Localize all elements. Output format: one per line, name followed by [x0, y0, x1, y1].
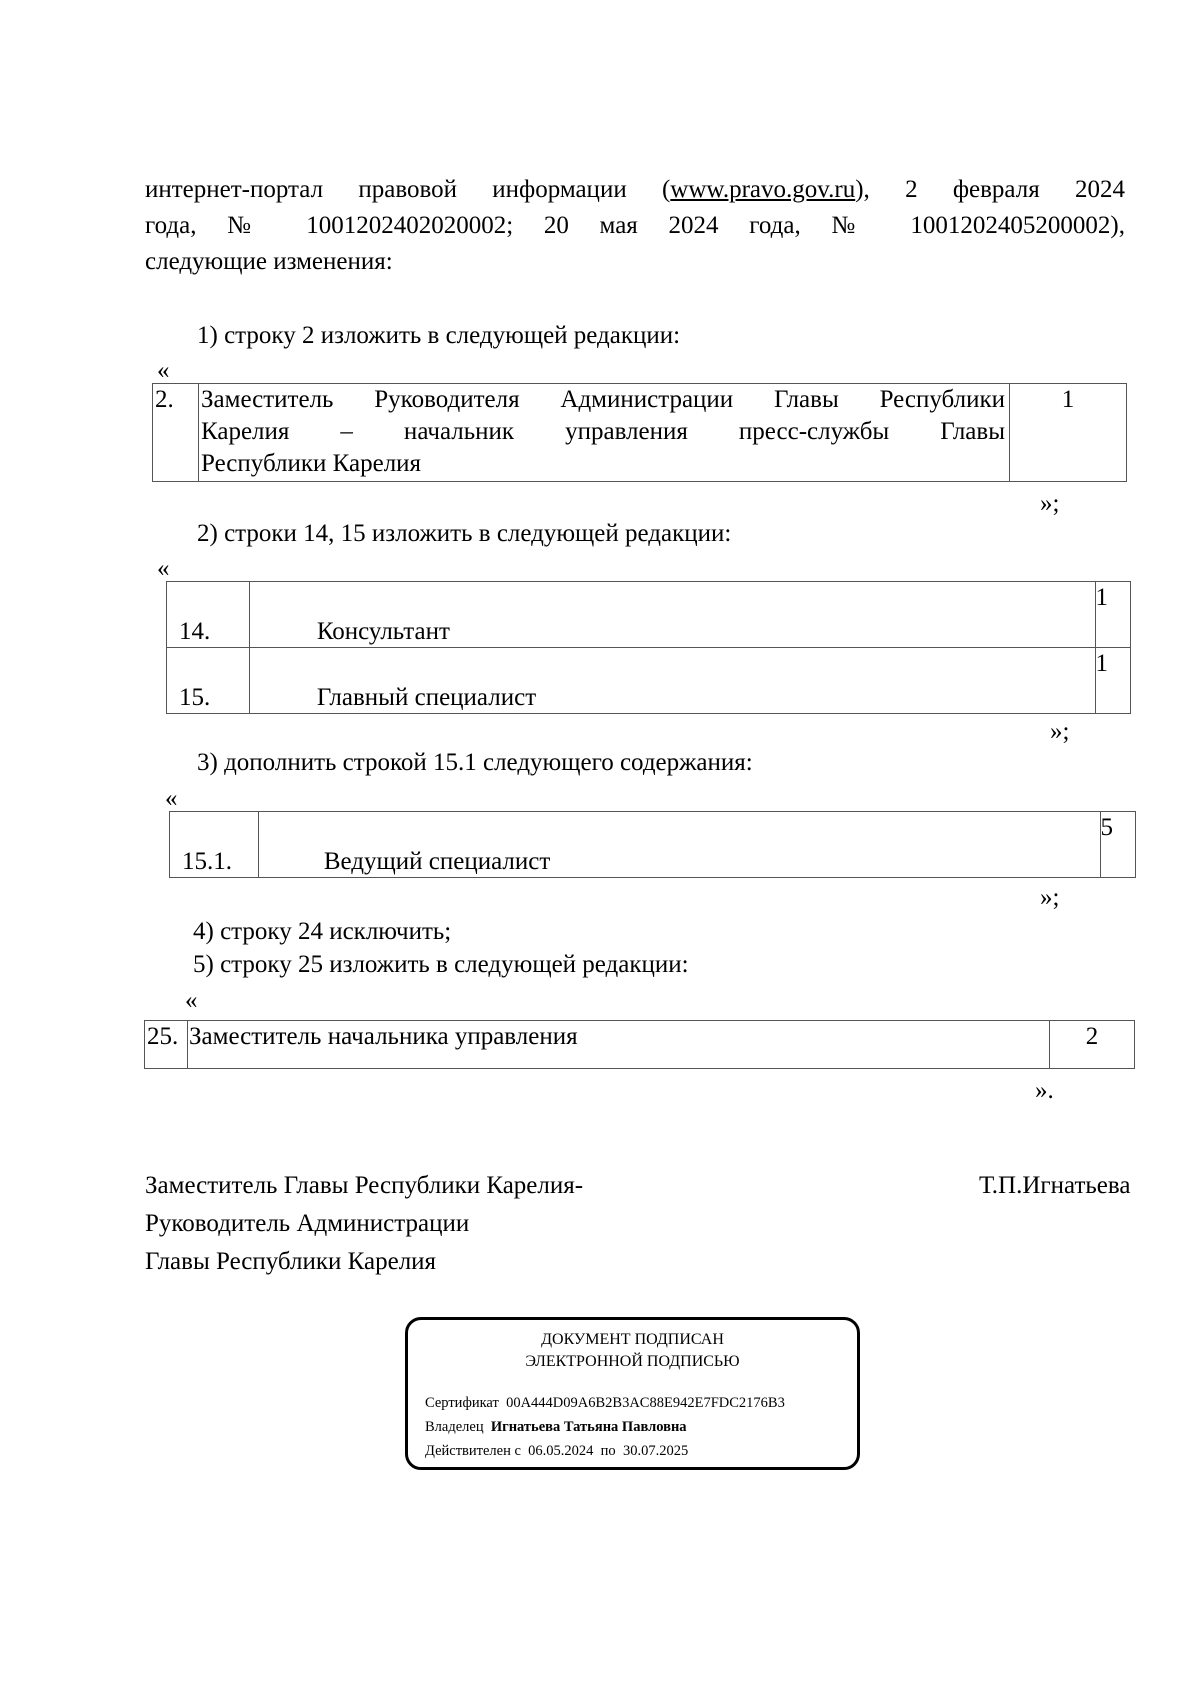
stamp-title-1: ДОКУМЕНТ ПОДПИСАН [541, 1331, 724, 1348]
open-quote: « [165, 785, 178, 812]
open-quote: « [157, 555, 170, 582]
stamp-title-2: ЭЛЕКТРОННОЙ ПОДПИСЬЮ [525, 1353, 740, 1370]
item-2: 2) строки 14, 15 изложить в следующей редакции: [197, 520, 732, 547]
table-row-2 [152, 383, 1127, 482]
row-number: 15.1. [170, 812, 259, 878]
row-number: 25. [145, 1021, 188, 1069]
open-quote: « [157, 357, 170, 384]
intro-paragraph [145, 172, 1125, 280]
intro-line-1: интернет-портал правовой информации (www.pravo.gov.ru), 2 февраля 2024 [145, 176, 1125, 203]
row-count: 5 [1100, 812, 1136, 878]
table-rows-14-15 [166, 581, 1131, 714]
table-row-25 [144, 1020, 1135, 1069]
row-count: 2 [1050, 1021, 1135, 1069]
pravo-link[interactable]: www.pravo.gov.ru [670, 176, 856, 203]
row-number: 14. [167, 582, 250, 648]
row-title: Главный специалист [249, 648, 1095, 714]
close-quote-final: ». [1035, 1077, 1054, 1104]
intro-line-3: следующие изменения: [145, 248, 393, 275]
intro-line-2: года, № 1001202402020002; 20 мая 2024 года, № 1001202405200002), [145, 212, 1125, 239]
item-3: 3) дополнить строкой 15.1 следующего содержания: [197, 749, 753, 776]
row-number: 15. [167, 648, 250, 714]
close-quote: »; [1050, 718, 1070, 745]
signatory-name: Т.П.Игнатьева [979, 1172, 1131, 1199]
stamp-validity: Действителен с 06.05.2024 по 30.07.2025 [425, 1443, 689, 1459]
open-quote: « [185, 987, 198, 1014]
stamp-owner: Владелец Игнатьева Татьяна Павловна [425, 1419, 687, 1435]
row-title: Заместитель Руководителя Администрации Главы Республики Карелия – начальник управления пресс-службы Главы Республики Карелия [199, 384, 1010, 482]
row-count: 1 [1095, 648, 1131, 714]
row-title: Заместитель начальника управления [188, 1021, 1050, 1069]
row-title: Консультант [249, 582, 1095, 648]
row-count: 1 [1010, 384, 1127, 482]
stamp-certificate: Сертификат 00A444D09A6B2B3AC88E942E7FDC2176B3 [425, 1395, 785, 1411]
e-signature-stamp [405, 1317, 860, 1470]
signatory-position: Заместитель Главы Республики Карелия- Руководитель Администрации Главы Республики Карелия [145, 1172, 584, 1275]
table-row-15-1 [169, 811, 1136, 878]
row-title: Ведущий специалист [258, 812, 1100, 878]
close-quote: »; [1040, 490, 1060, 517]
item-4: 4) строку 24 исключить; [193, 918, 452, 945]
item-1: 1) строку 2 изложить в следующей редакции: [197, 322, 681, 349]
item-5: 5) строку 25 изложить в следующей редакции: [193, 951, 689, 978]
row-number: 2. [153, 384, 199, 482]
close-quote: »; [1040, 884, 1060, 911]
row-count: 1 [1095, 582, 1131, 648]
